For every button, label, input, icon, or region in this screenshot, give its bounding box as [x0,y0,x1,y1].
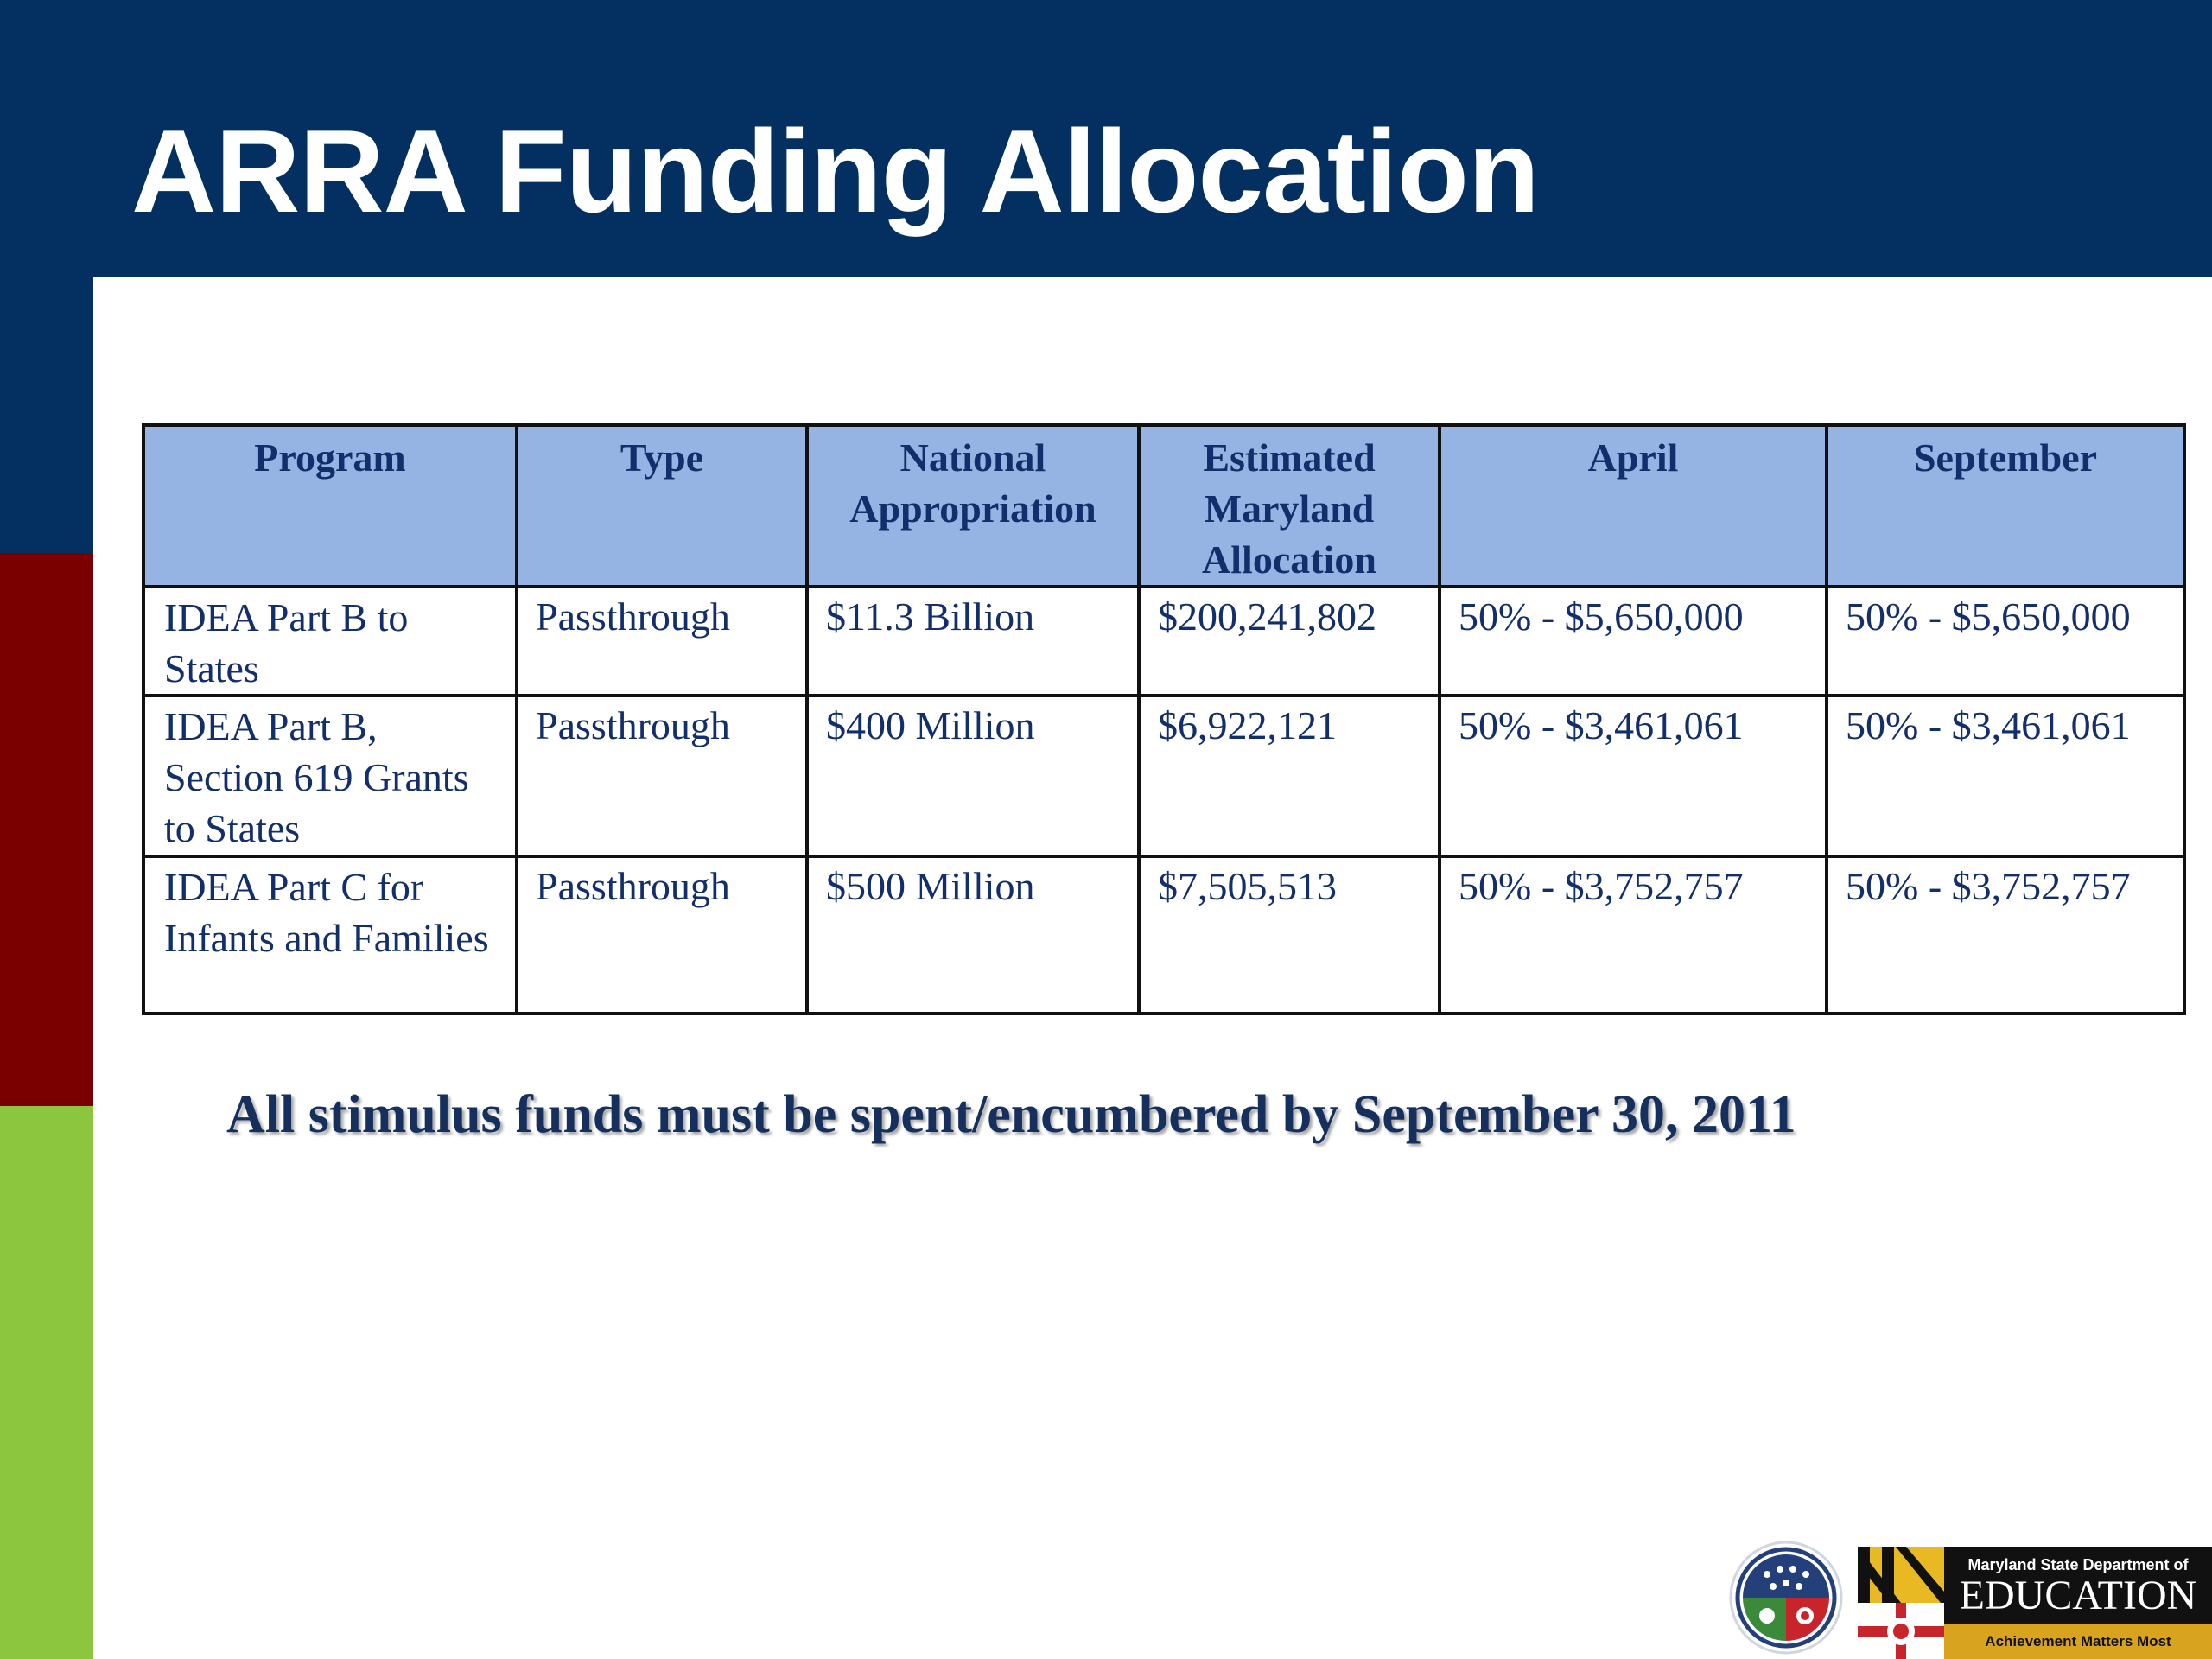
table-row [143,696,2184,856]
msde-name-line1: Maryland State Department of [1967,1556,2189,1573]
msde-name-line2: EDUCATION [1959,1573,2197,1618]
cell-april: 50% - $3,461,061 [1440,696,1827,856]
cell-estimated: $200,241,802 [1139,587,1440,696]
cell-april: 50% - $3,752,757 [1440,856,1827,1014]
accent-bar-red [0,553,93,1106]
cell-type: Passthrough [517,696,807,856]
cell-type: Passthrough [517,587,807,696]
deadline-note: All stimulus funds must be spent/encumbered by September 30, 2011 [226,1085,1796,1144]
accent-bar-green [0,1106,93,1659]
slide-title: ARRA Funding Allocation [131,105,1539,237]
header-national-appropriation: National Appropriation [807,425,1139,587]
table-header-row [143,425,2184,587]
accent-bar-blue [0,276,93,553]
cell-national: $11.3 Billion [807,587,1139,696]
cell-national: $500 Million [807,856,1139,1014]
cell-september: 50% - $3,461,061 [1827,696,2184,856]
table-row [143,856,2184,1014]
header-program: Program [143,425,517,587]
cell-national: $400 Million [807,696,1139,856]
cell-type: Passthrough [517,856,807,1014]
cell-estimated: $6,922,121 [1139,696,1440,856]
header-estimated-maryland-allocation: Estimated Maryland Allocation [1139,425,1440,587]
table-row [143,587,2184,696]
cell-april: 50% - $5,650,000 [1440,587,1827,696]
header-april: April [1440,425,1827,587]
funding-table [142,423,2186,1015]
msde-logo [1858,1547,2212,1659]
header-type: Type [517,425,807,587]
cell-september: 50% - $3,752,757 [1827,856,2184,1014]
cell-estimated: $7,505,513 [1139,856,1440,1014]
cell-september: 50% - $5,650,000 [1827,587,2184,696]
title-bar [0,0,2212,276]
header-september: September [1827,425,2184,587]
recovery-seal-icon [1728,1540,1844,1656]
msde-tagline: Achievement Matters Most [1944,1624,2212,1659]
cell-program: IDEA Part C for Infants and Families [143,856,517,1014]
cell-program: IDEA Part B, Section 619 Grants to States [143,696,517,856]
maryland-flag-icon [1858,1547,1944,1659]
cell-program: IDEA Part B to States [143,587,517,696]
